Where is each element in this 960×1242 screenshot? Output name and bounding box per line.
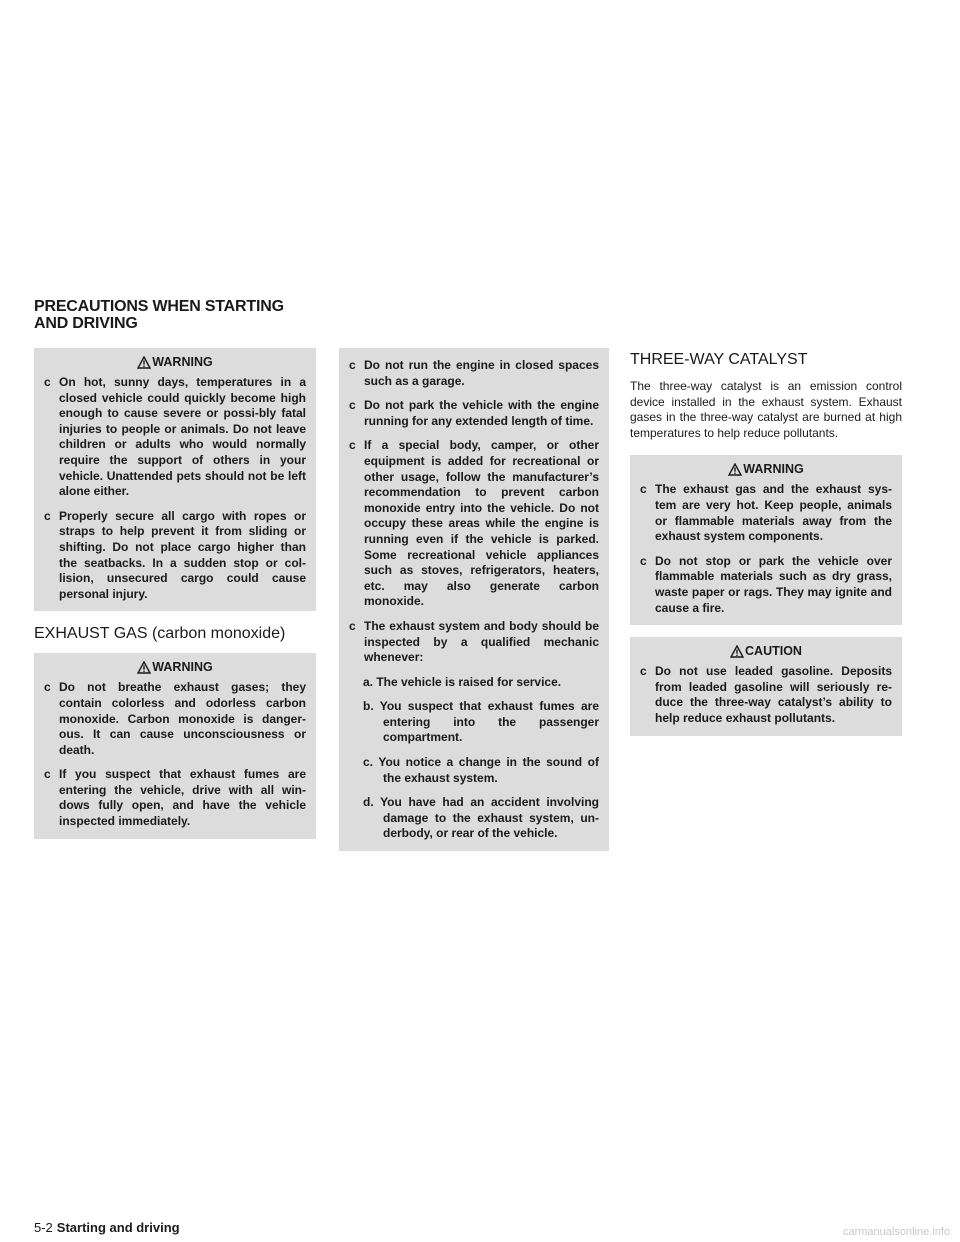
- warning-box-exhaust: [34, 653, 316, 838]
- bullet-item: c The exhaust gas and the exhaust sys-tem are very hot. Keep people, animals or flammable materials away from the exhaust system components.: [640, 482, 892, 544]
- watermark: carmanualsonline.info: [842, 1226, 950, 1238]
- page-footer: [34, 1220, 180, 1235]
- bullet-item: c Do not breathe exhaust gases; they contain colorless and odorless carbon monoxide. Carbon monoxide is danger-ous. It can cause unconsciousness or death.: [44, 680, 306, 757]
- warning-box-continued: [339, 348, 609, 851]
- exhaust-gas-heading: EXHAUST GAS (carbon monoxide): [34, 625, 286, 643]
- bullet-item: c Do not stop or park the vehicle over flammable materials such as dry grass, waste paper or rags. They may ignite and cause a fire.: [640, 553, 892, 615]
- warning-triangle-icon: [137, 661, 151, 674]
- bullet-item: c The exhaust system and body should be inspected by a qualified mechanic whenever:: [349, 618, 599, 665]
- catalyst-paragraph: The three-way catalyst is an emission control device installed in the exhaust system. Exhaust gases in the three-way catalyst are burned at high temperatures to help reduce pollutants.: [630, 379, 902, 440]
- sub-item: d. You have had an accident involving damage to the exhaust system, un-derbody, or rear of the vehicle.: [363, 795, 599, 841]
- column-3: [630, 348, 902, 736]
- page-number: 5-2: [34, 1220, 53, 1235]
- sub-item: b. You suspect that exhaust fumes are entering into the passenger compartment.: [363, 699, 599, 745]
- warning-title: WARNING: [44, 355, 306, 369]
- three-way-catalyst-heading: THREE-WAY CATALYST: [630, 351, 808, 368]
- bullet-item: c On hot, sunny days, temperatures in a closed vehicle could quickly become high enough to cause severe or possi-bly fatal injuries to people or animals. Do not leave children or adults who would normally require the support of others in your vehicle. Unattended pets should not be left alone either.: [44, 375, 306, 499]
- section-header: PRECAUTIONS WHEN STARTING AND DRIVING: [34, 298, 284, 332]
- warning-title: WARNING: [640, 462, 892, 476]
- warning-triangle-icon: [137, 356, 151, 369]
- warning-box-hot-days: [34, 348, 316, 611]
- warning-title: WARNING: [44, 660, 306, 674]
- warning-box-catalyst: [630, 455, 902, 625]
- footer-section-name: Starting and driving: [56, 1220, 180, 1235]
- warning-triangle-icon: [728, 463, 742, 476]
- bullet-item: c If a special body, camper, or other equipment is added for recreational or other usage, follow the manufacturer’s recommendation to prevent carbon monoxide entry into the vehicle. Do not occupy these areas while the engine is running even if the vehicle is parked. Some recreational vehicle appliances such as stoves, refrigerators, heaters, etc. may also generate carbon monoxide.: [349, 438, 599, 609]
- caution-title: CAUTION: [640, 644, 892, 658]
- bullet-item: c Do not run the engine in closed spaces such as a garage.: [349, 358, 599, 388]
- bullet-item: c Do not park the vehicle with the engine running for any extended length of time.: [349, 398, 599, 428]
- column-2: [339, 348, 609, 851]
- caution-box-catalyst: [630, 637, 902, 735]
- bullet-item: c Do not use leaded gasoline. Deposits from leaded gasoline will seriously re-duce the three-way catalyst’s ability to help reduce exhaust pollutants.: [640, 664, 892, 725]
- sub-item: a. The vehicle is raised for service.: [363, 674, 562, 689]
- bullet-item: c Properly secure all cargo with ropes or straps to help prevent it from sliding or shifting. Do not place cargo higher than the seatbacks. In a sudden stop or col-lision, unsecured cargo could cause personal injury.: [44, 508, 306, 601]
- sub-item: c. You notice a change in the sound of the exhaust system.: [363, 755, 599, 785]
- column-1: [34, 348, 316, 839]
- warning-triangle-icon: [730, 645, 744, 658]
- bullet-item: c If you suspect that exhaust fumes are entering the vehicle, drive with all win-dows fully open, and have the vehicle inspected immediately.: [44, 767, 306, 829]
